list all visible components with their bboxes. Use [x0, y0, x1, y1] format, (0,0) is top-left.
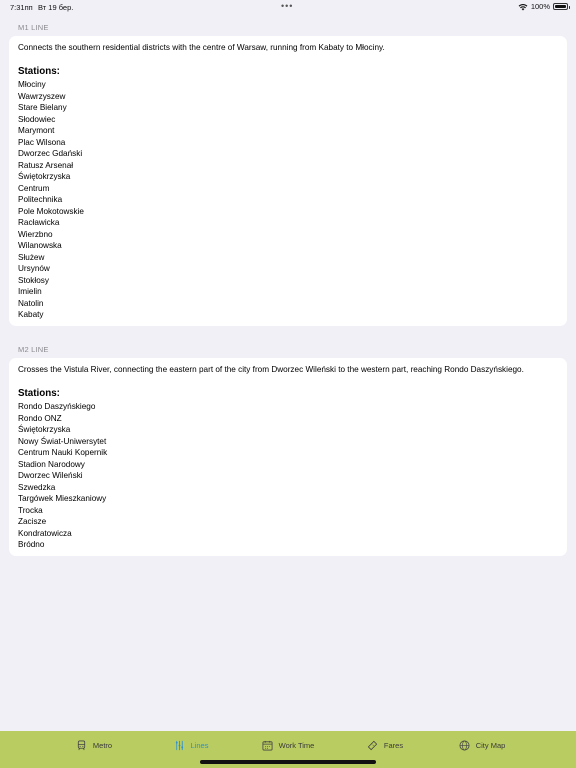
m2-station-item: Stadion Narodowy — [18, 459, 85, 469]
m2-stations-title: Stations: — [18, 388, 60, 399]
tab-city-map-label: City Map — [475, 741, 506, 750]
status-time: 7:31пп — [10, 3, 33, 12]
tab-city-map[interactable] — [434, 731, 531, 760]
m1-station-item: Młociny — [18, 80, 46, 89]
m1-line-header: M1 LINE — [18, 23, 49, 32]
m1-line-description: Connects the southern residential districts with the centre of Warsaw, running from Kabaty to Młociny. — [18, 43, 385, 52]
m2-station-list — [18, 401, 557, 551]
m1-stations-title: Stations: — [18, 66, 60, 77]
m1-station-item: Świętokrzyska — [18, 172, 71, 181]
home-indicator[interactable] — [200, 760, 376, 764]
m1-station-item: Natolin — [18, 298, 44, 308]
m1-station-item: Centrum — [18, 183, 50, 193]
m1-station-item: Pole Mokotowskie — [18, 206, 84, 216]
m1-station-item: Kabaty — [18, 310, 44, 319]
calendar-icon — [262, 740, 273, 751]
m2-station-item: Świętokrzyska — [18, 425, 71, 434]
tab-metro[interactable] — [46, 731, 143, 760]
battery-icon — [553, 3, 568, 10]
m2-station-item: Kondratowicza — [18, 528, 72, 538]
ticket-icon — [367, 740, 378, 751]
m2-station-item: Dworzec Wileński — [18, 471, 83, 480]
m1-station-item: Imielin — [18, 287, 42, 296]
m2-station-item: Rondo ONZ — [18, 413, 62, 423]
wifi-icon — [518, 3, 528, 11]
tab-fares[interactable] — [337, 731, 434, 760]
m1-station-item: Wilanowska — [18, 241, 62, 250]
m1-station-item: Słodowiec — [18, 114, 56, 124]
tab-lines-label: Lines — [190, 741, 209, 750]
m1-station-item: Ursynów — [18, 264, 50, 273]
m1-station-item: Plac Wilsona — [18, 137, 66, 147]
m1-station-item: Politechnika — [18, 195, 63, 204]
status-date: Вт 19 бер. — [38, 3, 74, 12]
tab-work-time-label: Work Time — [278, 741, 315, 750]
m1-station-item: Racławicka — [18, 218, 60, 227]
m1-station-item: Wierzbno — [18, 229, 53, 239]
m1-station-item: Marymont — [18, 126, 55, 135]
m1-station-item: Dworzec Gdański — [18, 149, 83, 158]
m2-station-item: Nowy Świat-Uniwersytet — [18, 436, 107, 446]
m1-station-item: Służew — [18, 252, 45, 262]
status-right — [518, 2, 568, 11]
multitasking-dots-icon[interactable]: ••• — [281, 1, 294, 11]
tab-metro-label: Metro — [92, 741, 113, 750]
status-bar — [0, 0, 576, 14]
m2-station-item: Bródno — [18, 540, 45, 549]
tab-lines[interactable] — [143, 731, 240, 760]
m2-station-item: Trocka — [18, 505, 43, 515]
m2-line-description: Crosses the Vistula River, connecting the eastern part of the city from Dworzec Wileński to the western part, reaching Rondo Daszyńskiego. — [18, 365, 524, 374]
m1-station-item: Ratusz Arsenał — [18, 160, 74, 170]
m1-station-item: Stare Bielany — [18, 103, 67, 112]
globe-icon — [459, 740, 470, 751]
m1-station-item: Wawrzyszew — [18, 91, 66, 101]
m2-station-item: Centrum Nauki Kopernik — [18, 448, 108, 457]
battery-percent: 100% — [530, 2, 550, 11]
m1-station-list — [18, 79, 557, 321]
m2-line-header: M2 LINE — [18, 345, 49, 354]
m2-station-item: Szwedzka — [18, 482, 56, 492]
train-icon — [76, 740, 87, 751]
m2-line-card — [9, 358, 567, 556]
m2-station-item: Targówek Mieszkaniowy — [18, 494, 107, 503]
m1-line-card — [9, 36, 567, 326]
lines-icon — [174, 740, 185, 751]
m1-station-item: Stokłosy — [18, 275, 49, 285]
m2-station-item: Zacisze — [18, 517, 47, 526]
tab-work-time[interactable] — [240, 731, 337, 760]
m2-station-item: Rondo Daszyńskiego — [18, 402, 96, 411]
tab-fares-label: Fares — [383, 741, 404, 750]
